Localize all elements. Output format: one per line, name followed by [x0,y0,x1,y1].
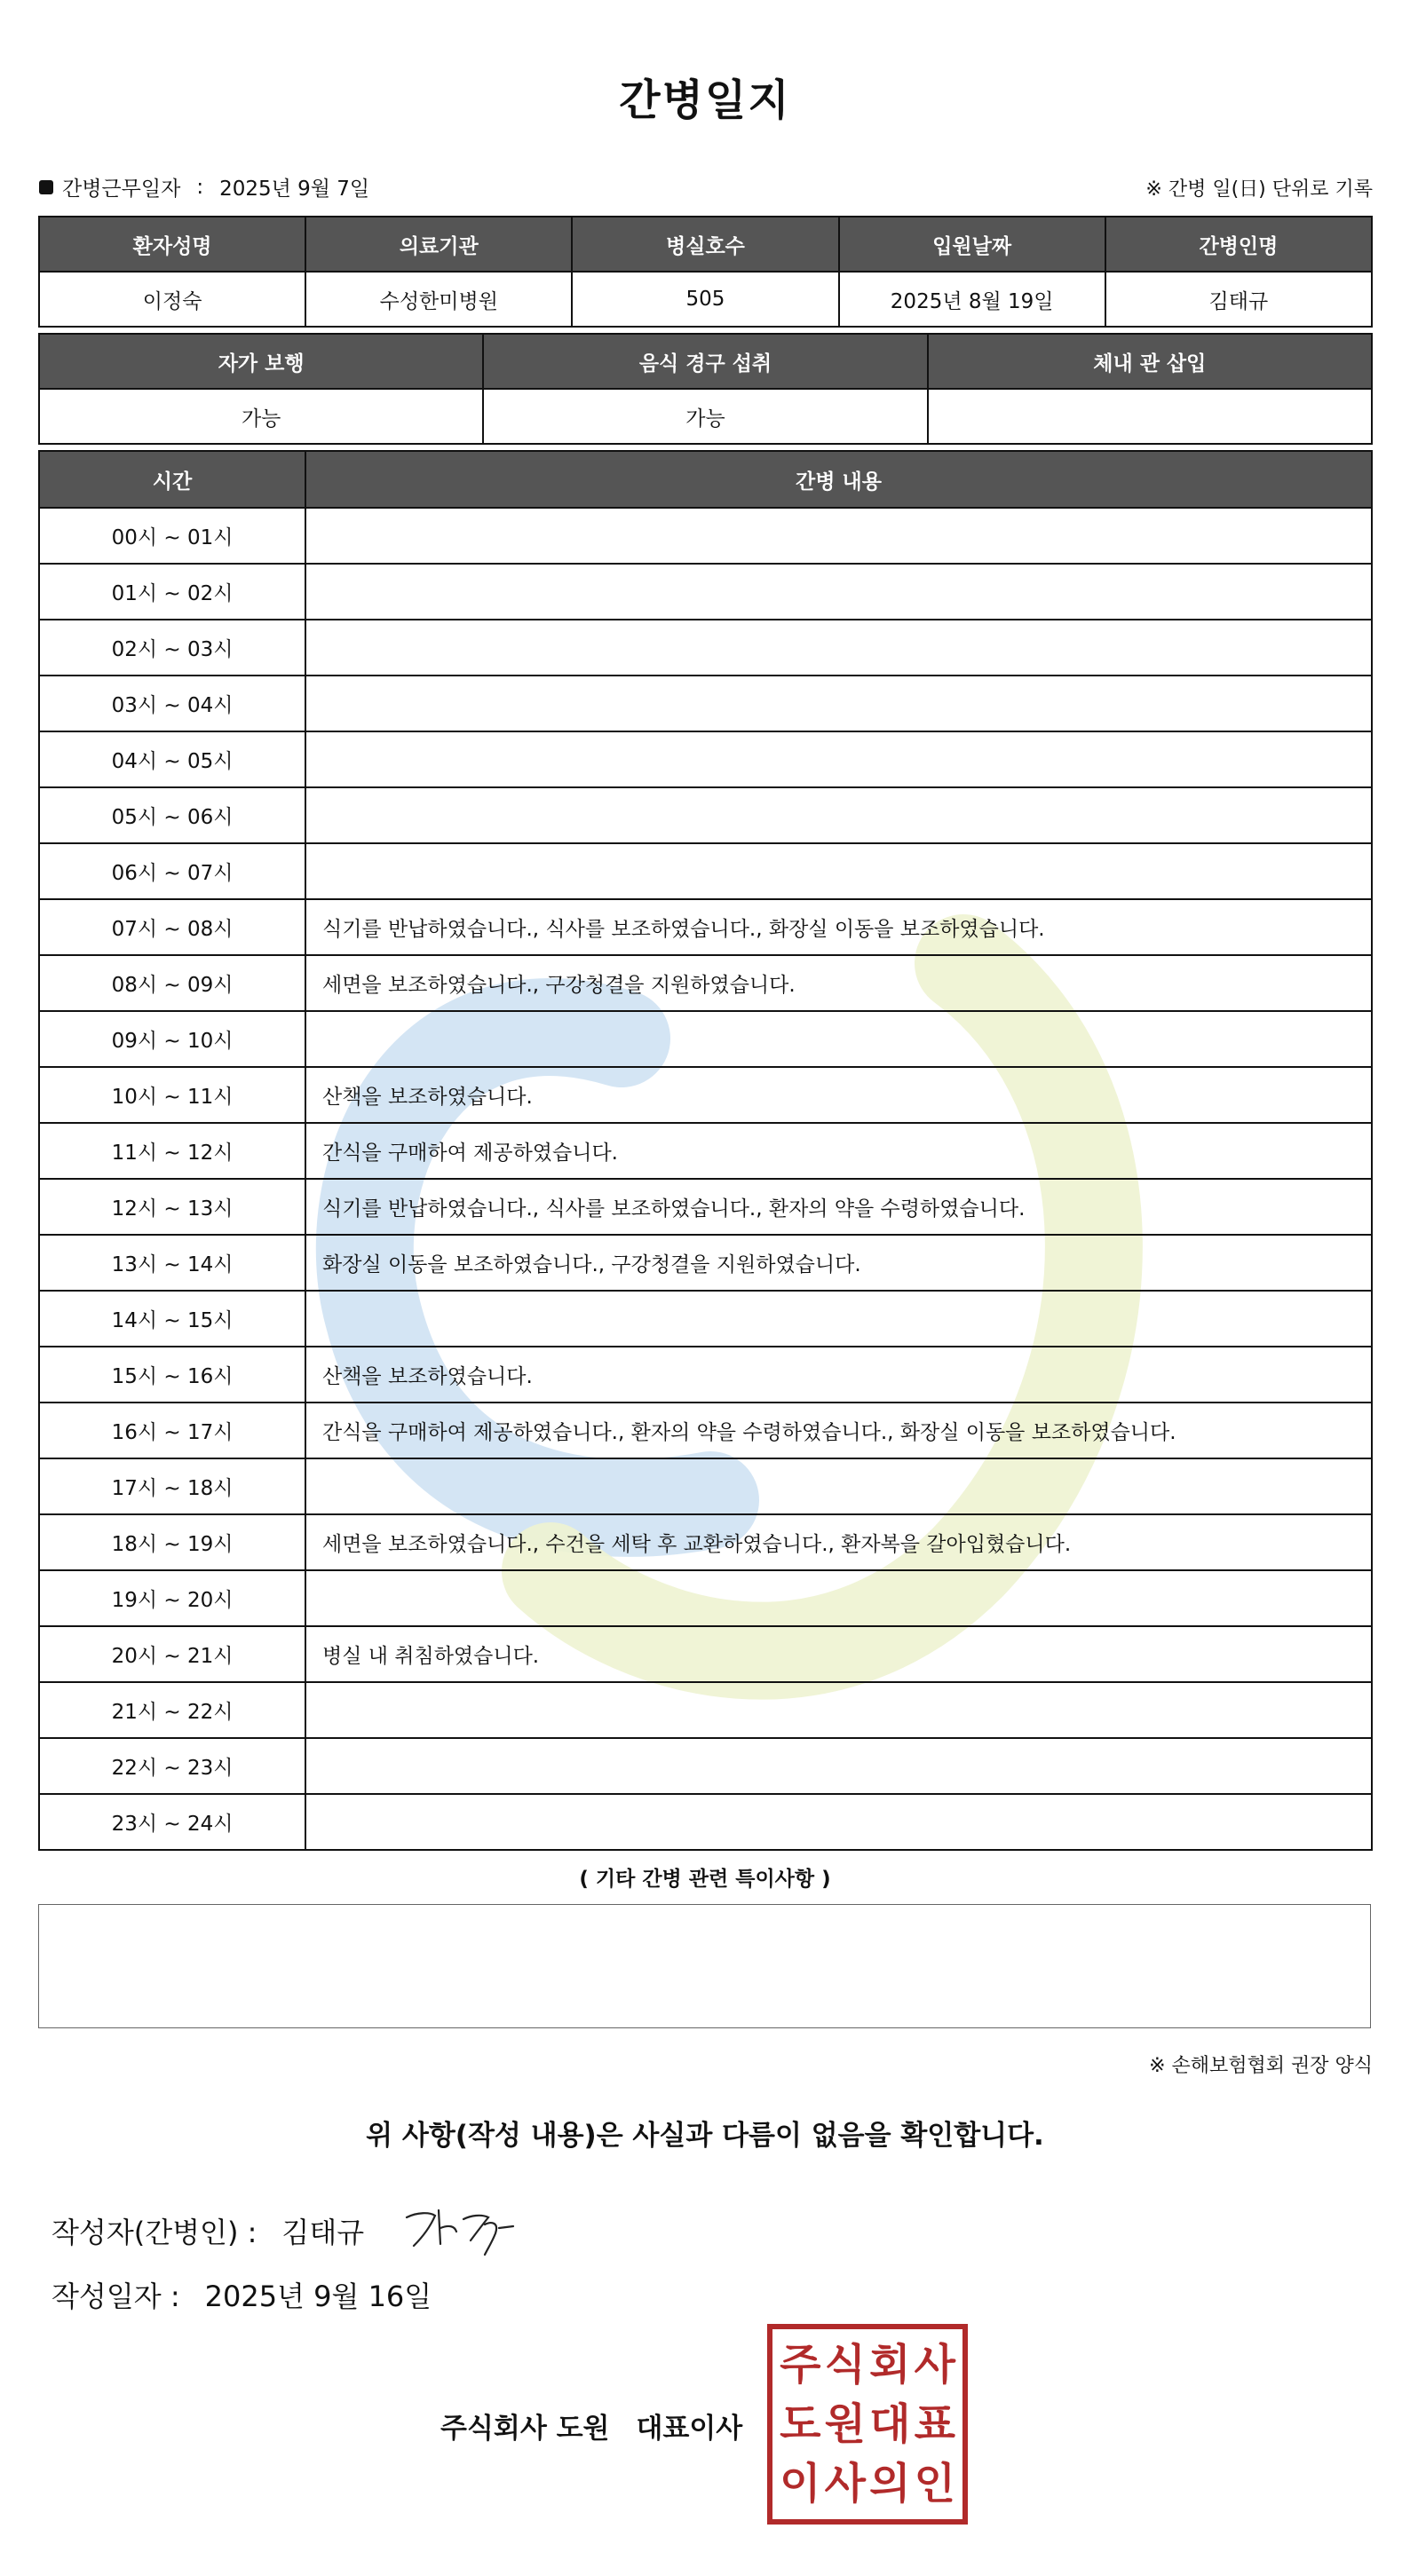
care-log-row [39,1514,1372,1570]
care-log-time-cell: 16시 ~ 17시 [39,1403,305,1458]
confirmation-statement: 위 사항(작성 내용)은 사실과 다름이 없음을 확인합니다. [366,2120,1044,2152]
seal-character: 주 [780,2339,821,2390]
care-log-time-cell: 17시 ~ 18시 [39,1458,305,1514]
care-log-row [39,1123,1372,1179]
header-caregiver-name: 간병인명 [1105,217,1372,272]
care-log-row [39,1682,1372,1738]
care-log-content-cell: 간식을 구매하여 제공하였습니다. [305,1123,1372,1179]
care-log-content-cell [305,564,1372,620]
self-walking-cell: 가능 [39,389,483,444]
seal-character: 인 [914,2459,955,2509]
company-line [440,2406,742,2446]
care-log-time-cell: 10시 ~ 11시 [39,1067,305,1123]
care-log-content-cell: 간식을 구매하여 제공하였습니다., 환자의 약을 수령하였습니다., 화장실 이동을 보조하였습니다. [305,1403,1372,1458]
seal-character: 식 [824,2339,866,2390]
care-log-header-row [39,451,1372,508]
patient-status-table [38,333,1373,445]
care-log-content-cell: 세면을 보조하였습니다., 구강청결을 지원하였습니다. [305,955,1372,1011]
care-log-time-cell: 21시 ~ 22시 [39,1682,305,1738]
care-log-time-cell: 04시 ~ 05시 [39,731,305,787]
care-log-table [38,450,1373,1851]
care-log-content-cell [305,843,1372,899]
company-seal-stamp [767,2324,968,2525]
care-log-time-cell: 13시 ~ 14시 [39,1235,305,1291]
care-log-time-cell: 19시 ~ 20시 [39,1570,305,1626]
header-time: 시간 [39,451,305,508]
care-log-row [39,955,1372,1011]
care-log-row [39,1291,1372,1347]
notes-title: ( 기타 간병 관련 특이사항 ) [579,1868,831,1891]
room-number-cell: 505 [572,272,838,327]
care-log-content-cell [305,676,1372,731]
work-date-value: 2025년 9월 7일 [219,178,370,201]
header-admission-date: 입원날짜 [839,217,1105,272]
care-log-row [39,1570,1372,1626]
care-log-time-cell: 11시 ~ 12시 [39,1123,305,1179]
writer-label: 작성자(간병인) : [51,2216,257,2249]
care-log-content-cell: 식기를 반납하였습니다., 식사를 보조하였습니다., 화장실 이동을 보조하였습니다. [305,899,1372,955]
work-date-separator: : [196,175,204,199]
header-room-number: 병실호수 [572,217,838,272]
care-log-row [39,787,1372,843]
seal-character: 의 [869,2459,911,2509]
care-log-time-cell: 09시 ~ 10시 [39,1011,305,1067]
notes-box [38,1904,1371,2028]
care-log-row [39,1794,1372,1850]
care-log-row [39,620,1372,676]
care-log-content-cell [305,508,1372,564]
seal-character: 회 [869,2339,911,2390]
tube-insertion-cell [928,389,1372,444]
seal-character: 표 [914,2398,955,2449]
care-log-row [39,1738,1372,1794]
header-care-content: 간병 내용 [305,451,1372,508]
care-log-content-cell: 세면을 보조하였습니다., 수건을 세탁 후 교환하였습니다., 환자복을 갈아입혔습니다. [305,1514,1372,1570]
square-bullet-icon [39,180,53,194]
oral-intake-cell: 가능 [483,389,927,444]
care-log-content-cell [305,1458,1372,1514]
header-hospital: 의료기관 [305,217,572,272]
hospital-cell: 수성한미병원 [305,272,572,327]
care-log-time-cell: 02시 ~ 03시 [39,620,305,676]
care-log-content-cell [305,1682,1372,1738]
seal-character: 사 [824,2459,866,2509]
care-log-row [39,731,1372,787]
care-log-row [39,1458,1372,1514]
care-log-row [39,1403,1372,1458]
patient-info-header-row [39,217,1372,272]
care-log-content-cell: 병실 내 취침하였습니다. [305,1626,1372,1682]
written-date-label: 작성일자 : [51,2280,180,2313]
header-oral-intake: 음식 경구 섭취 [483,334,927,389]
care-log-content-cell: 산책을 보조하였습니다. [305,1067,1372,1123]
care-log-time-cell: 08시 ~ 09시 [39,955,305,1011]
care-log-content-cell: 화장실 이동을 보조하였습니다., 구강청결을 지원하였습니다. [305,1235,1372,1291]
care-log-content-cell [305,1011,1372,1067]
company-name: 주식회사 도원 [440,2413,610,2445]
care-log-time-cell: 18시 ~ 19시 [39,1514,305,1570]
care-log-row [39,1011,1372,1067]
care-log-time-cell: 23시 ~ 24시 [39,1794,305,1850]
care-log-row [39,1235,1372,1291]
care-log-content-cell [305,731,1372,787]
unit-note: ※ 간병 일(日) 단위로 기록 [1145,178,1373,201]
care-log-time-cell: 03시 ~ 04시 [39,676,305,731]
header-self-walking: 자가 보행 [39,334,483,389]
writer-row [51,2210,364,2251]
care-log-row [39,843,1372,899]
patient-status-header-row [39,334,1372,389]
form-note: ※ 손해보험협회 권장 양식 [1149,2055,1373,2077]
writer-name: 김태규 [281,2216,365,2249]
care-log-row [39,1347,1372,1403]
care-log-row [39,508,1372,564]
header-tube-insertion: 체내 관 삽입 [928,334,1372,389]
seal-character: 원 [824,2398,866,2449]
care-log-content-cell [305,787,1372,843]
care-log-content-cell [305,620,1372,676]
care-log-time-cell: 05시 ~ 06시 [39,787,305,843]
care-log-content-cell [305,1738,1372,1794]
seal-character: 도 [780,2398,821,2449]
care-log-content-cell: 산책을 보조하였습니다. [305,1347,1372,1403]
care-log-row [39,564,1372,620]
written-date-row [51,2274,432,2315]
patient-info-value-row [39,272,1372,327]
written-date-value: 2025년 9월 16일 [204,2280,432,2313]
care-log-time-cell: 00시 ~ 01시 [39,508,305,564]
care-log-content-cell [305,1291,1372,1347]
document-title: 간병일지 [619,75,791,125]
care-log-time-cell: 01시 ~ 02시 [39,564,305,620]
seal-character: 대 [869,2398,911,2449]
care-log-row [39,1179,1372,1235]
care-log-time-cell: 15시 ~ 16시 [39,1347,305,1403]
work-date-row [39,172,369,201]
patient-info-table [38,216,1373,328]
care-log-row [39,1626,1372,1682]
care-log-row [39,1067,1372,1123]
seal-character: 사 [914,2339,955,2390]
admission-date-cell: 2025년 8월 19일 [839,272,1105,327]
header-patient-name: 환자성명 [39,217,305,272]
care-log-row [39,676,1372,731]
company-title: 대표이사 [636,2413,743,2445]
care-log-time-cell: 07시 ~ 08시 [39,899,305,955]
seal-character: 이 [780,2459,821,2509]
work-date-label: 간병근무일자 [62,178,181,201]
care-log-time-cell: 12시 ~ 13시 [39,1179,305,1235]
care-log-content-cell: 식기를 반납하였습니다., 식사를 보조하였습니다., 환자의 약을 수령하였습니다. [305,1179,1372,1235]
handwritten-signature [400,2193,542,2264]
care-log-time-cell: 20시 ~ 21시 [39,1626,305,1682]
patient-name-cell: 이정숙 [39,272,305,327]
care-log-row [39,899,1372,955]
care-log-time-cell: 14시 ~ 15시 [39,1291,305,1347]
care-log-content-cell [305,1570,1372,1626]
patient-status-value-row [39,389,1372,444]
caregiver-name-cell: 김태규 [1105,272,1372,327]
care-log-time-cell: 22시 ~ 23시 [39,1738,305,1794]
care-log-content-cell [305,1794,1372,1850]
care-log-body [39,508,1372,1850]
care-log-time-cell: 06시 ~ 07시 [39,843,305,899]
